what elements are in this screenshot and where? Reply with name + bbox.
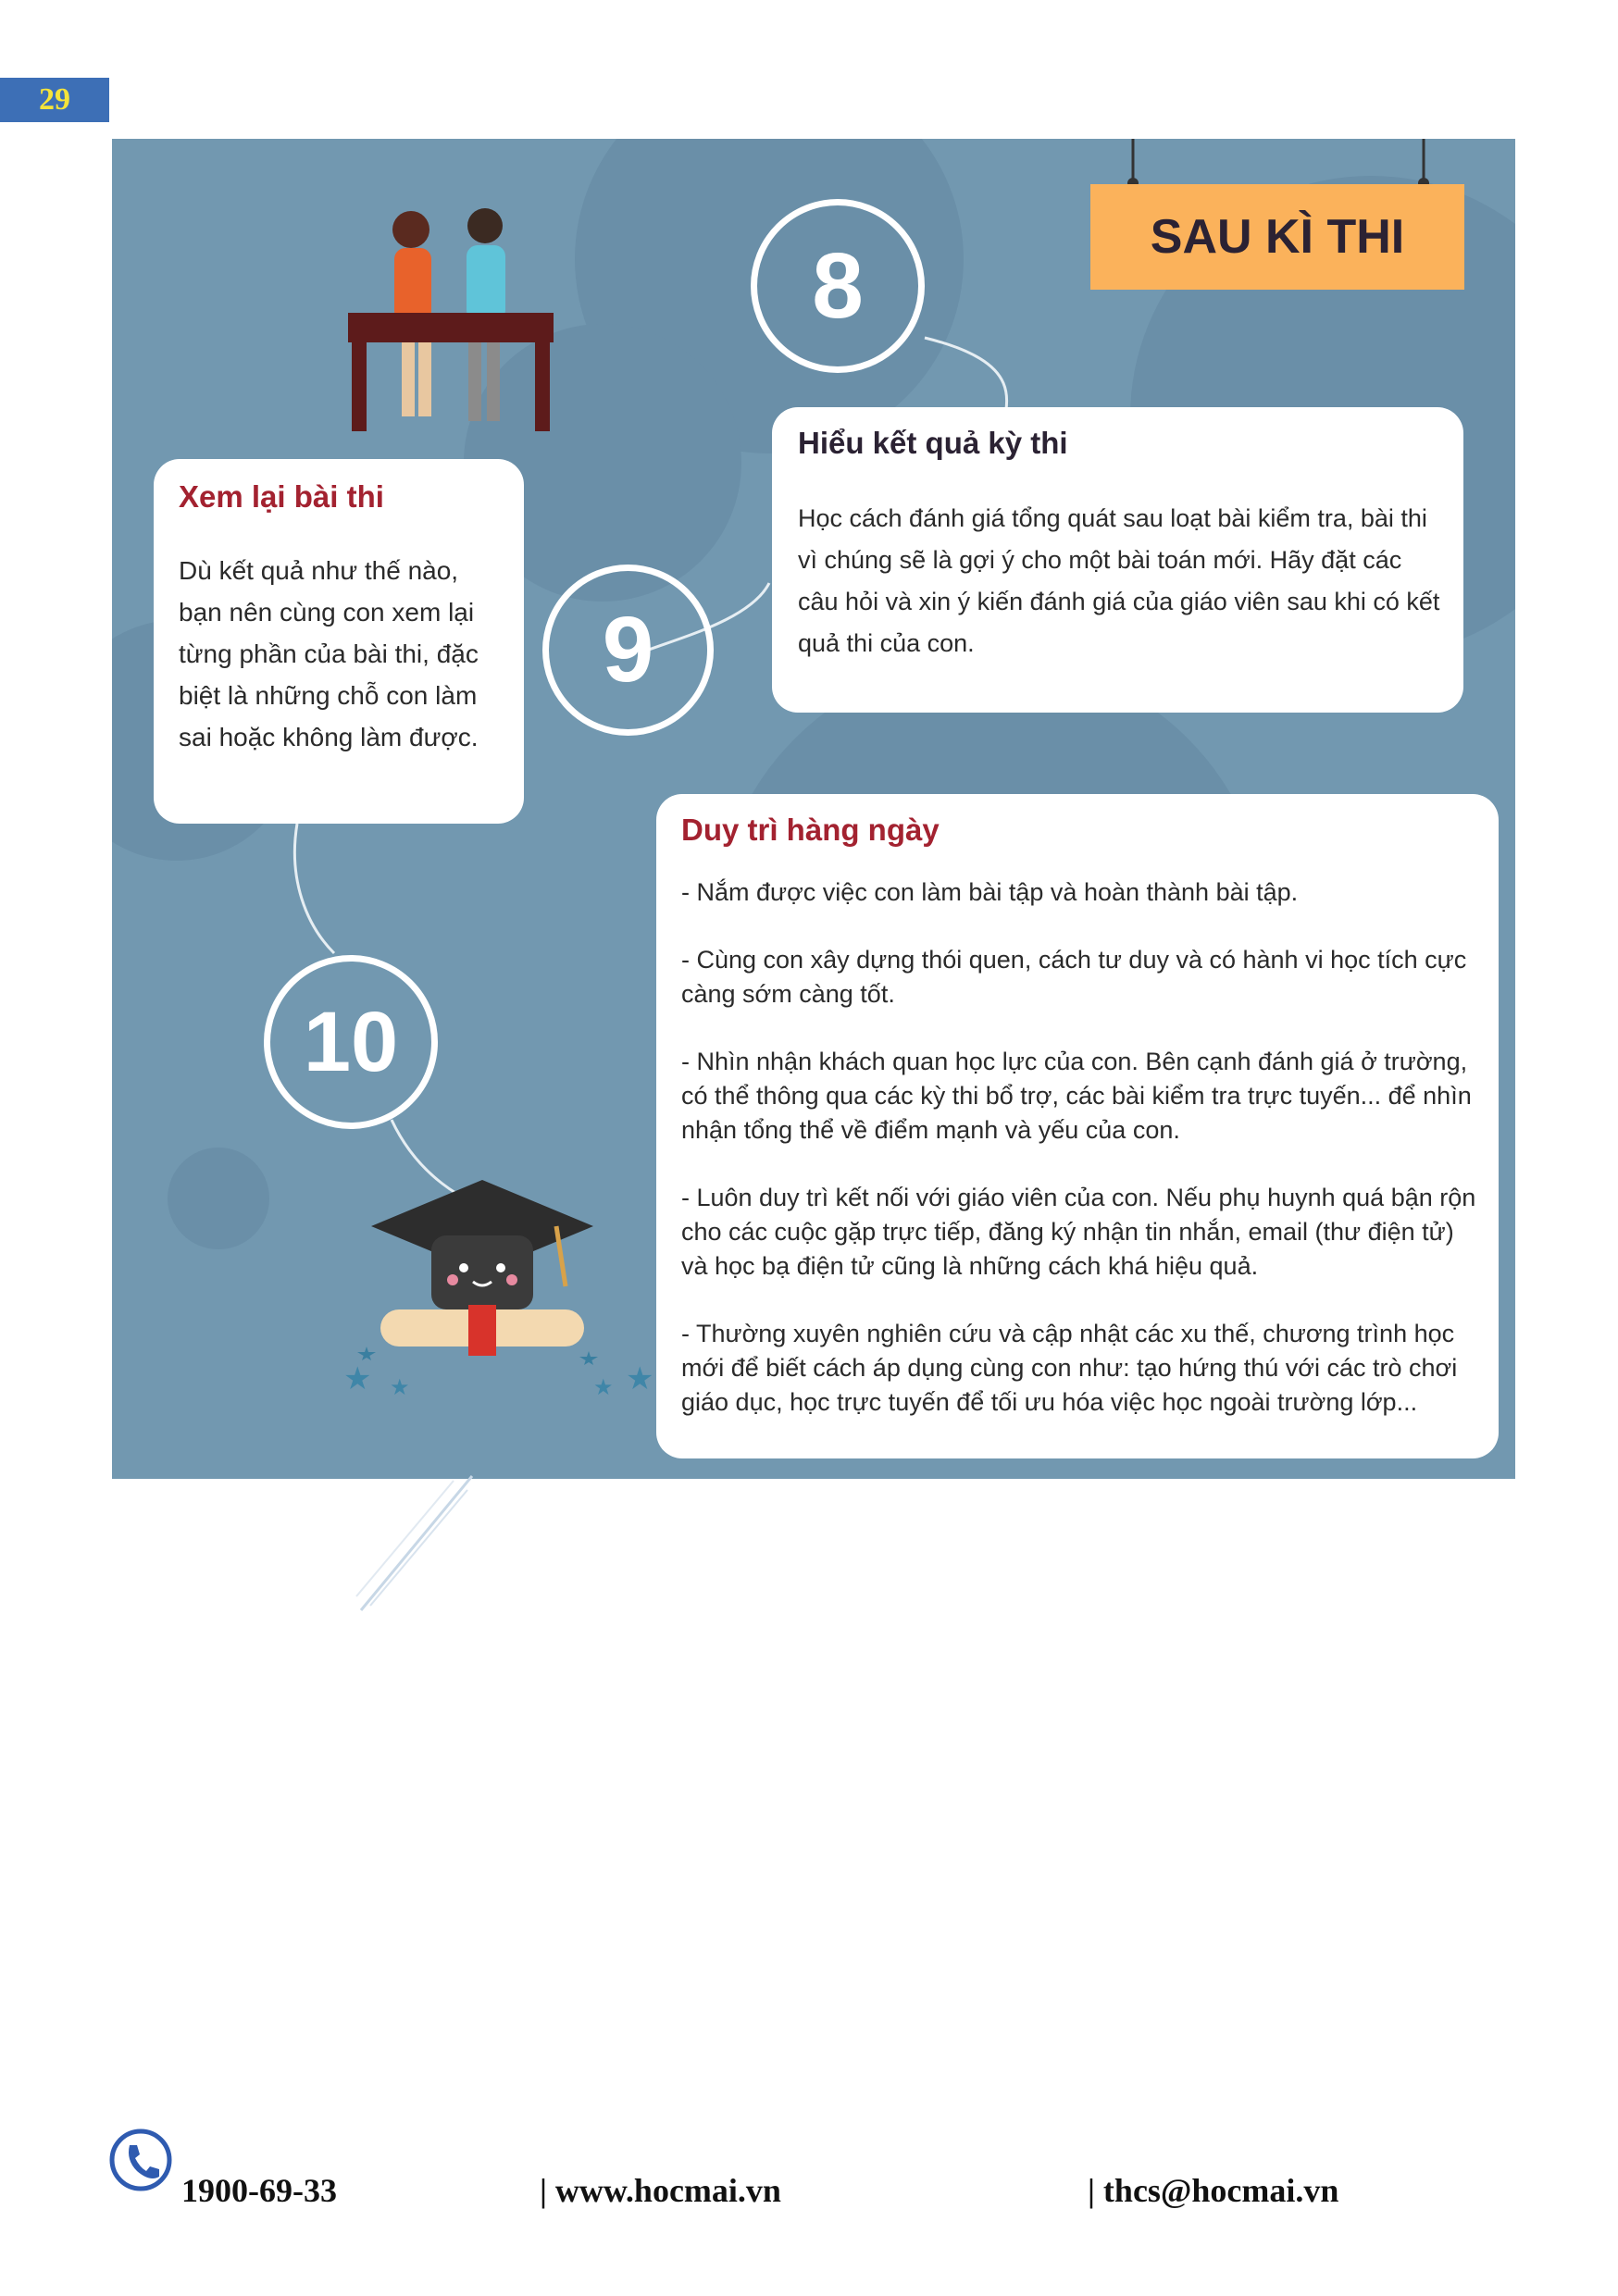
star-icon: ★ (626, 1361, 654, 1396)
star-icon: ★ (343, 1361, 372, 1396)
step-circle-10: 10 (264, 955, 438, 1129)
star-icon: ★ (593, 1375, 614, 1400)
infographic-panel (112, 139, 1515, 1479)
card-understand-results (772, 407, 1463, 713)
card-review-title: Xem lại bài thi (179, 479, 384, 514)
list-item: - Nắm được việc con làm bài tập và hoàn thành bài tập. (681, 878, 1299, 906)
footer-website-link[interactable]: | www.hocmai.vn (540, 2172, 781, 2209)
step-circle-9: 9 (542, 565, 714, 736)
card-daily-maintenance (656, 794, 1499, 1458)
list-item: - Nhìn nhận khách quan học lực của con. Bên cạnh đánh giá ở trường, có thể thông qua các kỳ thi bổ trợ, các bài kiểm tra trực tuyến... để nhìn nhận tổng thể về điểm mạnh và yếu của con. (681, 1048, 1472, 1144)
sign-title: SAU KÌ THI (1090, 184, 1464, 290)
card-daily-title: Duy trì hàng ngày (681, 813, 940, 847)
step-circle-8: 8 (751, 199, 925, 373)
list-item: - Cùng con xây dựng thói quen, cách tư duy và có hành vi học tích cực càng sớm càng tốt. (681, 946, 1467, 1008)
parent-child-illustration (348, 194, 570, 435)
footer-email[interactable]: | thcs@hocmai.vn (1088, 2172, 1339, 2209)
decorative-strokes (352, 1471, 481, 1620)
list-item: - Luôn duy trì kết nối với giáo viên của con. Nếu phụ huynh quá bận rộn cho các cuộc gặp trực tiếp, đăng ký nhận tin nhắn, email (thư điện tử) và học bạ điện tử cũng là những cách khá hiệu quả. (681, 1184, 1476, 1280)
card-results-title: Hiểu kết quả kỳ thi (798, 426, 1068, 460)
page-number: 29 (0, 78, 109, 122)
card-results-body: Học cách đánh giá tổng quát sau loạt bài kiểm tra, bài thi vì chúng sẽ là gợi ý cho một bài toán mới. Hãy đặt các câu hỏi và xin ý kiến đánh giá của giáo viên sau khi có kết quả thi của con. (798, 504, 1440, 657)
card-review-exam (154, 459, 524, 824)
card-review-body: Dù kết quả như thế nào, bạn nên cùng con xem lại từng phần của bài thi, đặc biệt là những chỗ con làm sai hoặc không làm được. (179, 556, 479, 751)
footer-phone: 1900-69-33 (181, 2172, 337, 2209)
list-item: - Thường xuyên nghiên cứu và cập nhật các xu thế, chương trình học mới để biết cách áp dụng cùng con như: tạo hứng thú với các trò chơi giáo dục, học trực tuyến để tối ưu hóa việc học ngoài trường lớp... (681, 1320, 1458, 1416)
star-icon: ★ (390, 1375, 410, 1400)
graduation-cap-icon (343, 1171, 621, 1384)
phone-icon (109, 2128, 172, 2191)
